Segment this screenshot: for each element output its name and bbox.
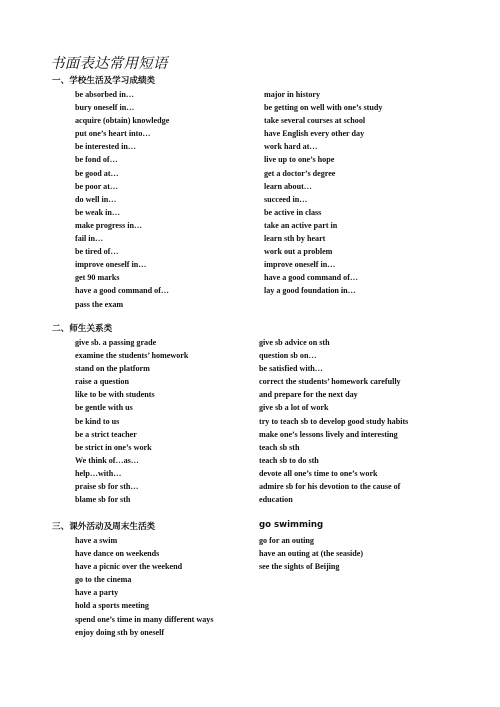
phrase-item: be good at… xyxy=(75,168,119,178)
phrase-item: examine the students’ homework xyxy=(75,351,189,361)
phrase-item: We think of…as… xyxy=(75,455,139,465)
phrase-item: see the sights of Beijing xyxy=(259,562,340,572)
phrase-item: blame sb for sth xyxy=(75,495,131,505)
phrase-item: be active in class xyxy=(264,207,322,217)
phrase-item: have a swim xyxy=(75,536,118,545)
phrase-item: go to the cinema xyxy=(75,575,132,585)
phrase-item: give sb advice on sth xyxy=(259,338,330,347)
phrase-item: be getting on well with one’s study xyxy=(264,103,383,113)
phrase-item: have a picnic over the weekend xyxy=(75,562,183,572)
phrase-item: make progress in… xyxy=(75,220,143,230)
phrase-item: teach sb to do sth xyxy=(259,455,319,465)
phrase-item: make one’s lessons lively and interesting xyxy=(259,429,398,439)
phrase-item: be interested in… xyxy=(75,142,136,152)
phrase-item: do well in… xyxy=(75,194,117,204)
phrase-item: go for an outing xyxy=(259,536,314,545)
phrase-item: try to teach sb to develop good study habits xyxy=(259,416,409,426)
phrase-list-school-right xyxy=(264,88,382,298)
phrase-list-teacher-right xyxy=(259,336,408,506)
phrase-item: be satisfied with… xyxy=(259,364,323,374)
section-heading-teacher-student: 二、师生关系类 xyxy=(52,324,113,334)
phrase-item: take several courses at school xyxy=(264,116,366,126)
phrase-item: work hard at… xyxy=(264,142,318,152)
phrase-item: succeed in… xyxy=(264,194,308,204)
phrase-item: work out a problem xyxy=(264,247,333,257)
phrase-item: live up to one’s hope xyxy=(264,155,335,165)
phrase-item: lay a good foundation in… xyxy=(264,286,356,296)
phrase-item: be poor at… xyxy=(75,181,119,191)
phrase-item: teach sb sth xyxy=(259,442,300,452)
phrase-item: bury oneself in… xyxy=(75,103,135,113)
phrase-item: be kind to us xyxy=(75,416,120,426)
activities-right-first-item: go swimming xyxy=(259,520,324,530)
phrase-item: help…with… xyxy=(75,468,122,478)
phrase-item: be strict in one’s work xyxy=(75,442,152,452)
phrase-item: have dance on weekends xyxy=(75,549,160,559)
phrase-item: enjoy doing sth by oneself xyxy=(75,627,165,637)
phrase-item: give sb. a passing grade xyxy=(75,338,157,347)
phrase-item: be tired of… xyxy=(75,247,119,257)
phrase-item: question sb on… xyxy=(259,351,317,361)
phrase-item: like to be with students xyxy=(75,390,155,400)
phrase-item: be a strict teacher xyxy=(75,429,137,439)
phrase-item: fail in… xyxy=(75,234,104,244)
phrase-item: learn sth by heart xyxy=(264,234,326,244)
phrase-item: take an active part in xyxy=(264,220,338,230)
phrase-item: have a party xyxy=(75,588,119,598)
phrase-item: get a doctor’s degree xyxy=(264,168,336,178)
phrase-item: correct the students’ homework carefully xyxy=(259,377,401,387)
phrase-item: be absorbed in… xyxy=(75,90,134,99)
phrase-item: have an outing at (the seaside) xyxy=(259,549,364,559)
phrase-item: improve oneself in… xyxy=(264,260,336,270)
section-heading-activities: 三、课外活动及周末生活类 xyxy=(52,522,156,532)
phrase-list-school-left xyxy=(75,88,169,311)
phrase-list-activities-right xyxy=(259,534,363,573)
phrase-item: praise sb for sth… xyxy=(75,482,139,492)
phrase-item: major in history xyxy=(264,90,321,99)
phrase-item: put one’s heart into… xyxy=(75,129,151,139)
phrase-item: have English every other day xyxy=(264,129,365,139)
phrase-item: improve oneself in… xyxy=(75,260,147,270)
phrase-item: have a good command of… xyxy=(264,273,358,283)
phrase-item: devote all one’s time to one’s work xyxy=(259,468,378,478)
phrase-list-teacher-left xyxy=(75,336,188,506)
phrase-list-activities-left xyxy=(75,534,214,639)
phrase-item: stand on the platform xyxy=(75,364,150,374)
phrase-item: spend one’s time in many different ways xyxy=(75,614,214,624)
section-heading-school-life: 一、学校生活及学习成绩类 xyxy=(52,76,156,86)
phrase-item: raise a question xyxy=(75,377,129,387)
phrase-item: and prepare for the next day xyxy=(259,390,358,400)
phrase-item: have a good command of… xyxy=(75,286,169,296)
phrase-item: learn about… xyxy=(264,181,312,191)
phrase-item: pass the exam xyxy=(75,299,124,309)
phrase-item: be fond of… xyxy=(75,155,118,165)
phrase-item: admire sb for his devotion to the cause of xyxy=(259,482,401,492)
phrase-item: give sb a lot of work xyxy=(259,403,329,413)
phrase-item: hold a sports meeting xyxy=(75,601,149,611)
phrase-item: education xyxy=(259,495,293,505)
phrase-item: get 90 marks xyxy=(75,273,120,283)
phrase-item: be weak in… xyxy=(75,207,120,217)
phrase-item: be gentle with us xyxy=(75,403,133,413)
phrase-item: acquire (obtain) knowledge xyxy=(75,116,170,126)
page-title: 书面表达常用短语 xyxy=(50,56,168,72)
